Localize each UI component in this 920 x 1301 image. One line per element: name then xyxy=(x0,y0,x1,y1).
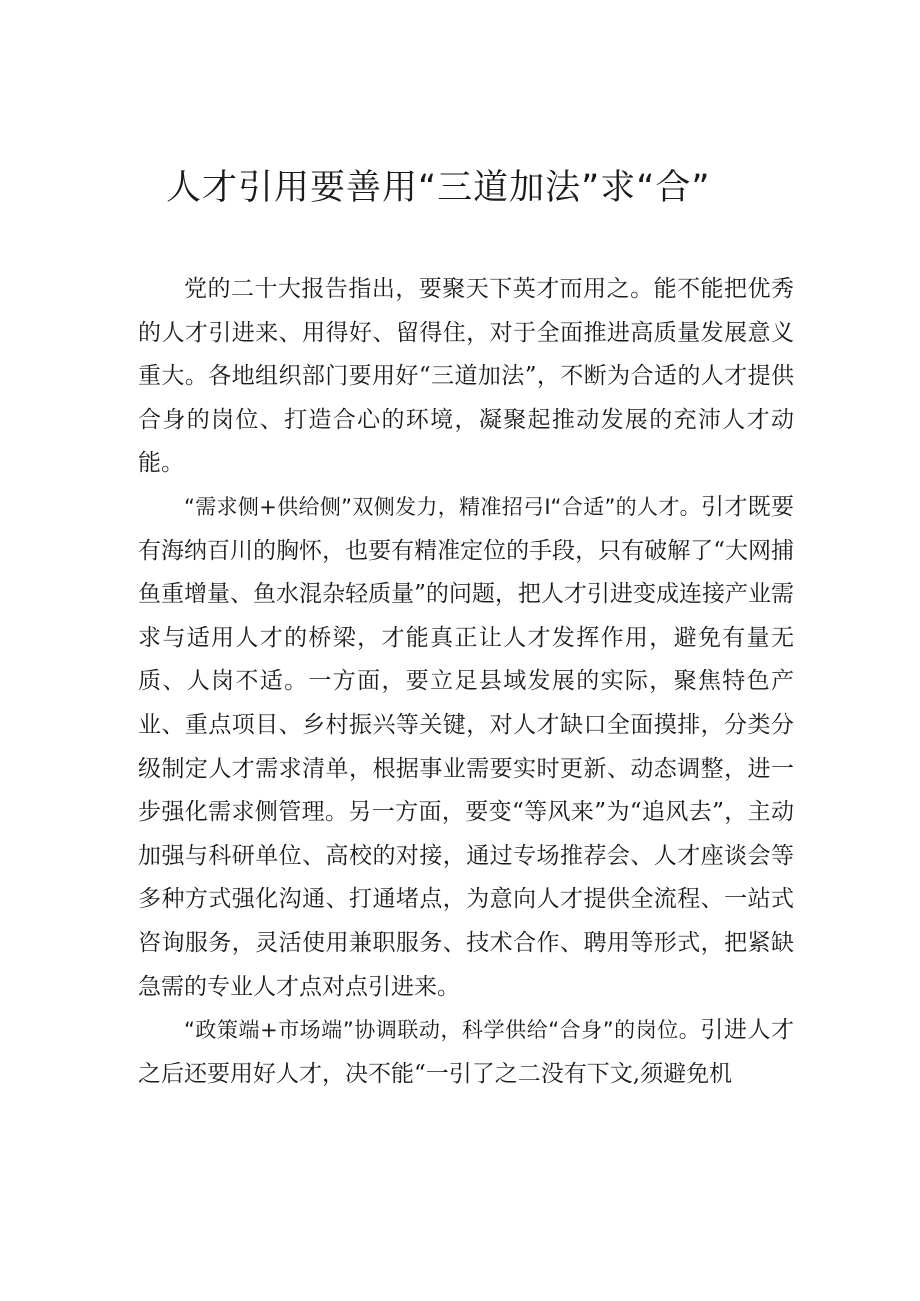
paragraph-lead-heading: “政策端+市场端”协调联动，科学供给“合身”的岗位。 xyxy=(184,1018,701,1043)
paragraph-demand-supply xyxy=(138,486,794,1009)
paragraph-text: 引进人才之后还要用好人才，决不能“一引了之二没有下文,须避免机 xyxy=(138,1017,795,1087)
paragraph-policy-market xyxy=(138,1009,794,1096)
document-body xyxy=(138,268,794,1096)
paragraph-text: 引才既要有海纳百川的胸怀，也要有精准定位的手段，只有破解了“大网捕鱼重增量、鱼水混杂轻质量”的问题，把人才引进变成连接产业需求与适用人才的桥梁，才能真正让人才发挥作用，避免有量无质、人岗不适。一方面，要立足县域发展的实际，聚焦特色产业、重点项目、乡村振兴等关键，对人才缺口全面摸排，分类分级制定人才需求清单，根据事业需要实时更新、动态调整，进一步强化需求侧管理。另一方面，要变“等风来”为“追风去”，主动加强与科研单位、高校的对接，通过专场推荐会、人才座谈会等多种方式强化沟通、打通堵点，为意向人才提供全流程、一站式咨询服务，灵活使用兼职服务、技术合作、聘用等形式，把紧缺急需的专业人才点对点引进来。 xyxy=(138,493,795,1000)
paragraph-text: 党的二十大报告指出，要聚天下英才而用之。能不能把优秀的人才引进来、用得好、留得住，对于全面推进高质量发展意义重大。各地组织部门要用好“三道加法”，不断为合适的人才提供合身的岗位、打造合心的环境，凝聚起推动发展的充沛人才动能。 xyxy=(138,276,794,477)
paragraph-intro xyxy=(138,268,794,486)
paragraph-lead-heading: “需求侧+供给侧”双侧发力，精准招弓I“合适”的人才。 xyxy=(184,494,701,519)
document-title: 人才引用要善用“三道加法”求“合” xyxy=(166,168,711,208)
